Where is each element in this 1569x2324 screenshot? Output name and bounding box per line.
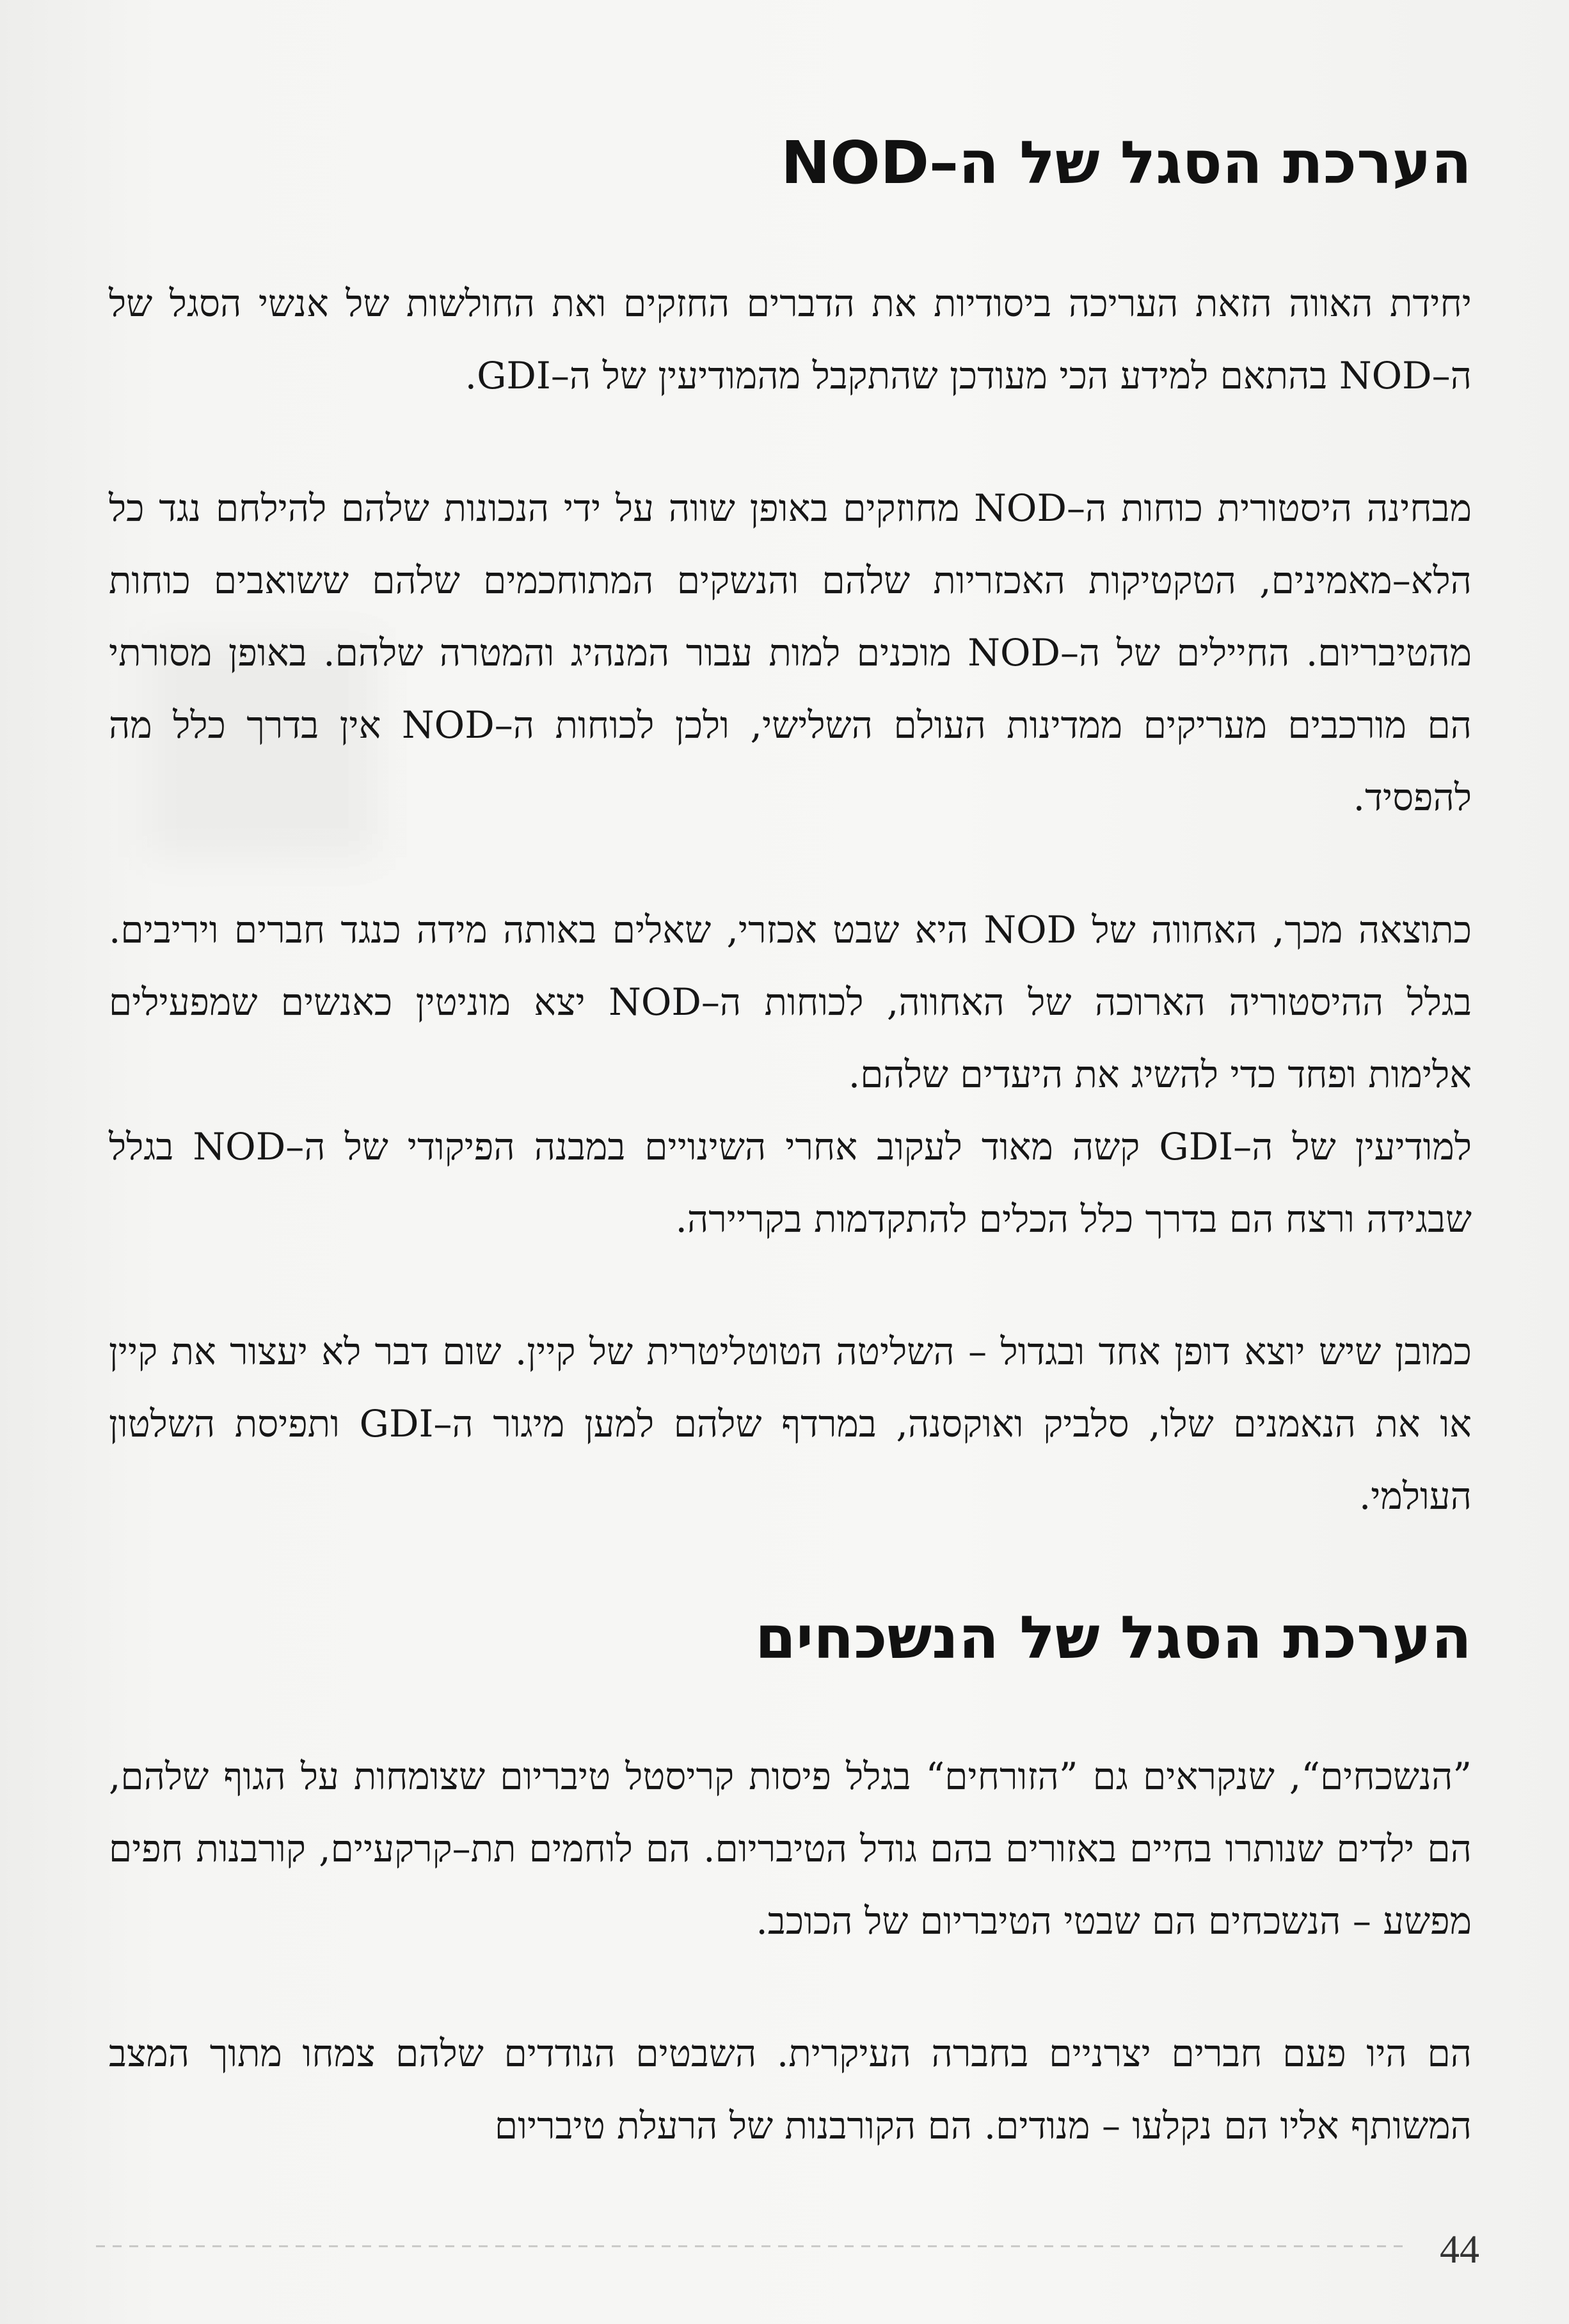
page-number: 44 <box>1440 2228 1479 2272</box>
paragraph-nod-intro: יחידת האווה הזאת העריכה ביסודיות את הדברים החזקים ואת החולשות של אנשי הסגל של ה–NOD בהתאם למידע הכי מעודכן שהתקבל מהמודיעין של ה–GDI. <box>109 282 1472 398</box>
paragraph-nod-kane: כמובן שיש יוצא דופן אחד ובגדול – השליטה הטוטליטרית של קיין. שום דבר לא יעצור את קיין או את הנאמנים שלו, סלביק ואוקסנה, במרדף שלהם למען מיגור ה–GDI ותפיסת השלטון העולמי. <box>109 1330 1472 1518</box>
paragraph-nod-history: מבחינה היסטורית כוחות ה–NOD מחוזקים באופן שווה על ידי הנכונות שלהם להילחם נגד כל הלא–מאמינים, הטקטיקות האכזריות שלהם והנשקים המתוחכמים שלהם ששואבים כוחות מהטיבריום. החיילים של ה–NOD מוכנים למות עבור המנהיג והמטרה שלהם. באופן מסורתי הם מורכבים מעריקים ממדינות העולם השלישי, ולכן לכוחות ה–NOD אין בדרך כלל מה להפסיד. <box>109 486 1472 820</box>
paragraph-forgotten-tribes: הם היו פעם חברים יצרניים בחברה העיקרית. השבטים הנודדים שלהם צמחו מתוך המצב המשותף אליו הם נקלעו – מנודים. הם הקורבנות של הרעלת טיבריום <box>109 2031 1472 2147</box>
section-heading-nod: הערכת הסגל של ה–NOD <box>781 129 1472 197</box>
paragraph-nod-brotherhood: כתוצאה מכך, האחווה של NOD היא שבט אכזרי, שאלים באותה מידה כנגד חברים ויריבים. בגלל ההיסטוריה הארוכה של האחווה, לכוחות ה–NOD יצא מוניטין כאנשים שמפעילים אלימות ופחד כדי להשיג את היעדים שלהם. <box>109 908 1472 1097</box>
paragraph-forgotten-intro: ”הנשכחים“, שנקראים גם ”הזורחים“ בגלל פיסות קריסטל טיבריום שצומחות על הגוף שלהם, הם ילדים שנותרו בחיים באזורים בהם גודל הטיבריום. הם לוחמים תת–קרקעיים, קורבנות חפים מפשע – הנשכחים הם שבטי הטיבריום של הכוכב. <box>109 1754 1472 1943</box>
page-content <box>109 128 1472 2222</box>
paragraph-nod-intelligence: למודיעין של ה–GDI קשה מאוד לעקוב אחרי השינויים במבנה הפיקודי של ה–NOD בגלל שבגידה ורצח הם בדרך כלל הכלים להתקדמות בקריירה. <box>109 1125 1472 1241</box>
section-heading-forgotten: הערכת הסגל של הנשכחים <box>755 1604 1472 1673</box>
footer-rule <box>96 2245 1403 2247</box>
